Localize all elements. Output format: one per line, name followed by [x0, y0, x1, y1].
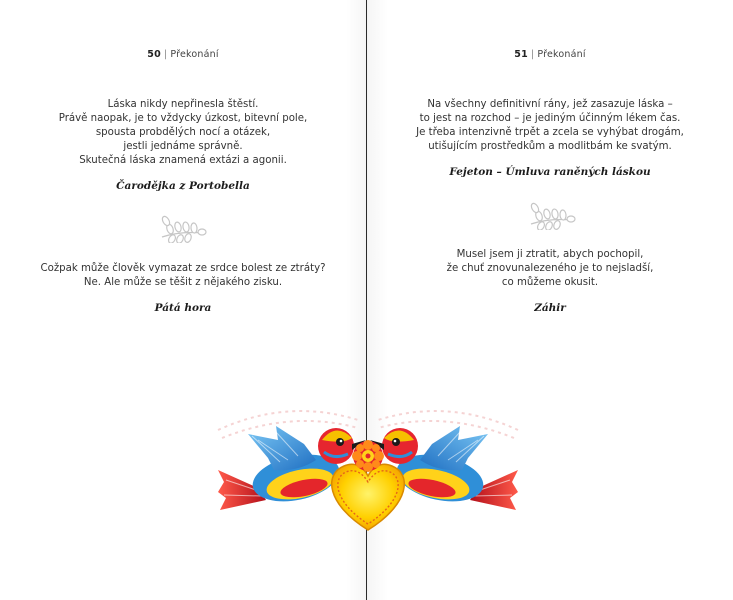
quote-line: Na všechny definitivní rány, jež zasazuje láska – [427, 99, 673, 110]
quote-source: Čarodějka z Portobella [116, 180, 250, 192]
quote-block [0, 262, 366, 290]
chapter-title: Překonání [170, 49, 219, 60]
quote-line: spousta probdělých nocí a otázek, [95, 126, 271, 138]
quote-block [0, 98, 366, 168]
quote-line: Ne. Ale může se těšit z nějakého zisku. [83, 276, 283, 288]
quote-line: Musel jsem ji ztratit, abych pochopil, [456, 249, 644, 260]
separator: | [530, 49, 535, 60]
quote-line: že chuť znovunalezeného je to nejsladší, [446, 262, 654, 274]
running-head [367, 49, 733, 60]
quote-line: Skutečná láska znamená extázi a agonii. [79, 154, 287, 166]
quote-line: to jest na rozchod – je jediným účinným lékem čas. [419, 112, 681, 124]
quote-line: Cožpak může člověk vymazat ze srdce bolest ze ztráty? [40, 263, 326, 274]
quote-line: Láska nikdy nepřinesla štěstí. [107, 99, 259, 110]
quote-line: utišujícím prostředkům a modlitbám ke svatým. [428, 140, 672, 152]
olive-sprig-icon [158, 207, 208, 243]
running-head [0, 49, 366, 60]
quote-source: Pátá hora [154, 302, 212, 314]
quote-line: jestli jednáme správně. [123, 140, 243, 152]
quote-line: co můžeme okusit. [501, 276, 599, 288]
quote-source: Fejeton – Úmluva raněných láskou [449, 166, 651, 178]
quote-source: Záhir [534, 302, 566, 314]
quote-line: Je třeba intenzivně trpět a zcela se vyhýbat drogám, [416, 126, 684, 138]
chapter-title: Překonání [537, 49, 586, 60]
quote-block [367, 248, 733, 290]
quote-block [367, 98, 733, 154]
separator: | [163, 49, 168, 60]
quote-line: Právě naopak, je to vždycky úzkost, bitevní pole, [58, 112, 308, 124]
folk-birds-and-heart-ornament [208, 400, 528, 535]
page-number: 50 [147, 49, 161, 60]
olive-sprig-icon [527, 194, 577, 230]
page-number: 51 [514, 49, 528, 60]
